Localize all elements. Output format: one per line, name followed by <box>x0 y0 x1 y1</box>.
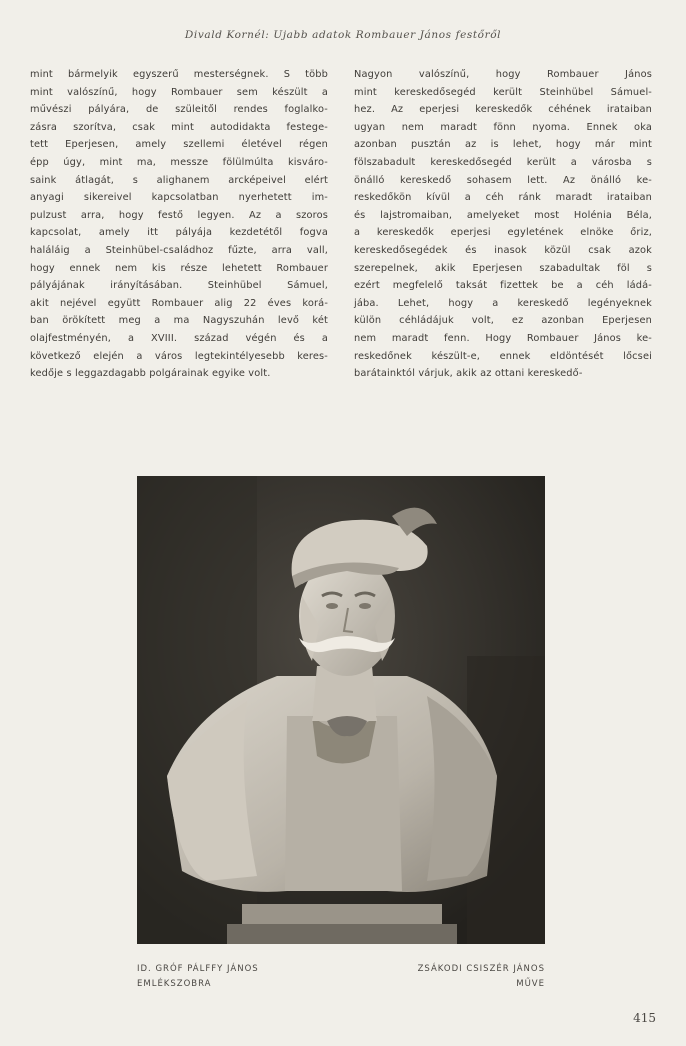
text-line: ugyan nem maradt fönn nyoma. Ennek oka <box>354 121 652 133</box>
caption-left-line1: ID. GRÓF PÁLFFY JÁNOS <box>137 964 259 974</box>
caption-left-line2: EMLÉKSZOBRA <box>137 979 212 989</box>
text-line: jába. Lehet, hogy a kereskedő legényeknek <box>354 297 652 309</box>
text-line: kapcsolat, amely itt pályája kezdetétől fogva <box>30 227 328 239</box>
text-line: következő elején a város legtekintélyesebb keres- <box>30 350 328 362</box>
text-line: pályájának irányításában. Steinhübel Sámuel, <box>30 280 328 292</box>
text-line: anyagi sikereivel kapcsolatban nyerhetett im- <box>30 192 328 204</box>
text-line: pulzust arra, hogy festő legyen. Az a szoros <box>30 209 328 221</box>
text-line: saink átlagát, s alighanem arcképeivel elért <box>30 174 328 186</box>
text-line: művészi pályára, de szüleitől rendes foglalko- <box>30 104 328 116</box>
text-line: kedője s leggazdagabb polgárainak egyike volt. <box>30 368 271 380</box>
text-line: külön céhládájuk volt, ez azonban Eperjesen <box>354 315 652 327</box>
text-line: ban örökített meg a ma Nagyszuhán levő két <box>30 315 328 327</box>
text-line: épp úgy, mint ma, messze fölülmúlta kisváro- <box>30 156 328 168</box>
text-line: nem maradt fenn. Hogy Rombauer János ke- <box>354 332 652 344</box>
text-line: barátainktól várjuk, akik az ottani kereskedő- <box>354 368 583 380</box>
text-line: szerepelnek, akik Eperjesen szabadultak föl s <box>354 262 652 274</box>
text-line: hogy ennek nem kis része lehetett Rombauer <box>30 262 328 274</box>
text-line: haláláig a Steinhübel-családhoz fűzte, arra vall, <box>30 244 328 256</box>
running-header: Divald Kornél: Ujabb adatok Rombauer János festőről <box>184 29 502 41</box>
left-text-column <box>30 66 328 383</box>
text-line: fölszabadult kereskedősegéd került a városba s <box>354 156 652 168</box>
bust-photograph <box>137 476 545 944</box>
text-line: tett Eperjesen, amely szellemi életével régen <box>30 139 328 151</box>
text-line: zásra szorítva, csak mint autodidakta festege- <box>30 121 328 133</box>
text-line: azonban pusztán az is lehet, hogy már mint <box>354 139 652 151</box>
text-line: hez. Az eperjesi kereskedők céhének irataiban <box>354 104 652 116</box>
figure-caption-right <box>345 962 545 992</box>
text-line: akit nejével együtt Rombauer alig 22 éves korá- <box>30 297 328 309</box>
caption-right-line1: ZSÁKODI CSISZÉR JÁNOS <box>417 964 545 974</box>
text-line: reskedőnek készült-e, ennek eldöntését lőcsei <box>354 350 652 362</box>
text-line: önálló kereskedő sohasem lett. Az önálló ke- <box>354 174 652 186</box>
text-line: Nagyon valószínű, hogy Rombauer János <box>354 69 652 80</box>
page-number: 415 <box>633 1011 656 1025</box>
text-line: a kereskedők eperjesi egyletének elnöke őriz, <box>354 227 652 239</box>
text-line: ezért megfelelő taksát fizettek be a céh ládá- <box>354 280 652 292</box>
caption-right-line2: MŰVE <box>516 979 545 989</box>
bust-sculpture-illustration <box>137 476 545 944</box>
text-line: kereskedősegédek és inasok közül csak azok <box>354 244 652 256</box>
text-line: és lajstromaiban, amelyeket most Holénia Béla, <box>354 209 652 221</box>
text-line: olajfestményén, a XVIII. század végén és a <box>30 332 328 344</box>
text-line: reskedőkön kívül a céh ránk maradt irataiban <box>354 192 652 204</box>
right-text-column <box>354 66 652 383</box>
text-line: mint bármelyik egyszerű mesterségnek. S több <box>30 69 328 80</box>
text-line: mint valószínű, hogy Rombauer sem készült a <box>30 86 328 98</box>
figure-caption-left <box>137 962 259 992</box>
text-line: mint kereskedősegéd került Steinhübel Sámuel- <box>354 86 652 98</box>
